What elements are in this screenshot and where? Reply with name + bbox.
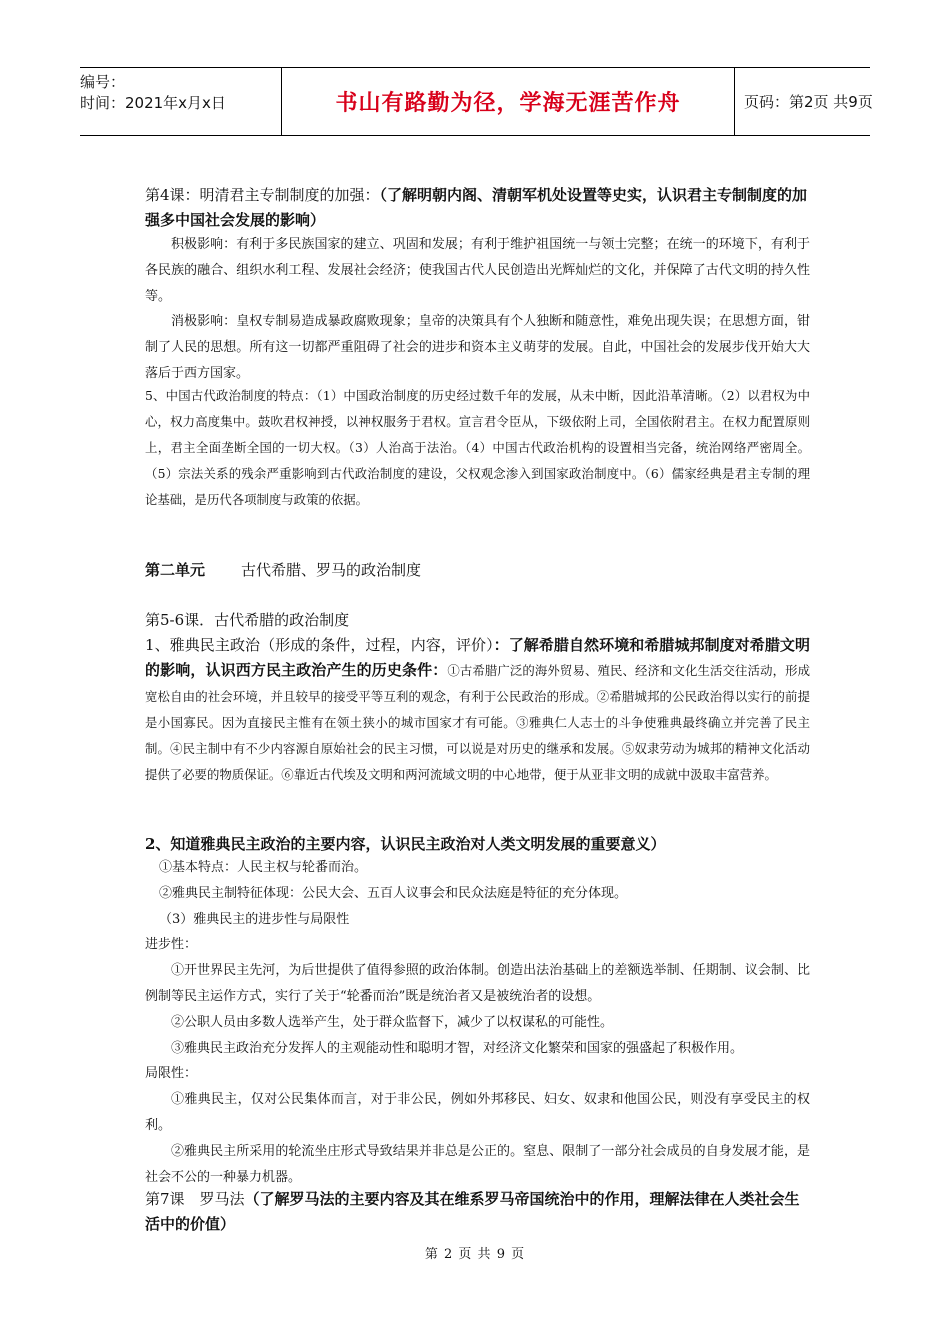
lesson4-negative: 消极影响：皇权专制易造成暴政腐败现象；皇帝的决策具有个人独断和随意性，难免出现失误；在思想方面，钳制了人民的思想。所有这一切都严重阻碍了社会的进步和资本主义萌芽的发展。自此，中国社会的发展步伐开始大大落后于西方国家。: [145, 314, 810, 381]
limit-1: ①雅典民主，仅对公民集体而言，对于非公民，例如外邦移民、妇女、奴隶和他国公民，则没有享受民主的权利。: [145, 1092, 810, 1133]
unit2-heading: 第二单元 古代希腊、罗马的政治制度: [145, 561, 422, 579]
header-meta: [80, 68, 280, 135]
lesson56-item1: 1、雅典民主政治（形成的条件，过程，内容，评价）：了解希腊自然环境和希腊城邦制度对希腊文明的影响，认识西方民主政治产生的历史条件：①古希腊广泛的海外贸易、殖民、经济和文化生活交往活动，形成宽松自由的社会环境，并且较早的接受平等互利的观念，有利于公民政治的形成。②希腊城邦的公民政治得以实行的前提是小国寡民。因为直接民主惟有在领土狭小的城市国家才有可能。③雅典仁人志士的斗争使雅典最终确立并完善了民主制。④民主制中有不少内容源自原始社会的民主习惯，可以说是对历史的继承和发展。⑤奴隶劳动为城邦的精神文化活动提供了必要的物质保证。⑥靠近古代埃及文明和两河流域文明的中心地带，便于从亚非文明的成就中汲取丰富营养。: [145, 636, 810, 782]
page-indicator: 页码：第2页 共9页: [744, 93, 873, 111]
item2-features: ②雅典民主制特征体现：公民大会、五百人议事会和民众法庭是特征的充分体现。: [159, 886, 628, 901]
lesson56-title: 第5-6课．古代希腊的政治制度: [145, 611, 350, 629]
header-motto-cell: [281, 68, 735, 135]
limit-2: ②雅典民主所采用的轮流坐庄形式导致结果并非总是公正的。窒息、限制了一部分社会成员的自身发展才能，是社会不公的一种暴力机器。: [145, 1144, 810, 1185]
limit-label: 局限性：: [145, 1066, 198, 1081]
lesson4-features: 5、中国古代政治制度的特点：（1）中国政治制度的历史经过数千年的发展，从未中断，因此沿革清晰。（2）以君权为中心，权力高度集中。鼓吹君权神授，以神权服务于君权。宣言君令臣从，下级依附上司，全国依附君主。在权力配置原则上，君主全面垄断全国的一切大权。（3）人治高于法治。（4）中国古代政治机构的设置相当完备，统治网络严密周全。（5）宗法关系的残余严重影响到古代政治制度的建设，父权观念渗入到国家政治制度中。（6）儒家经典是君主专制的理论基础，是历代各项制度与政策的依据。: [145, 388, 810, 507]
progress-1: ①开世界民主先河，为后世提供了值得参照的政治体制。创造出法治基础上的差额选举制、任期制、议会制、比例制等民主运作方式，实行了关于“轮番而治”既是统治者又是被统治者的设想。: [145, 963, 810, 1004]
progress-label: 进步性：: [145, 937, 198, 952]
lesson7-title: 第7课 罗马法（了解罗马法的主要内容及其在维系罗马帝国统治中的作用，理解法律在人类社会生活中的价值）: [145, 1190, 800, 1233]
progress-2: ②公职人员由多数人选举产生，处于群众监督下，减少了以权谋私的可能性。: [171, 1015, 614, 1030]
lesson4-positive: 积极影响：有利于多民族国家的建立、巩固和发展；有利于维护祖国统一与领士完整；在统一的环境下，有利于各民族的融合、组织水利工程、发展社会经济；使我国古代人民创造出光辉灿烂的文化，并保障了古代文明的持久性等。: [145, 237, 810, 304]
page-footer: 第 2 页 共 9 页: [424, 1247, 526, 1262]
page-header: [80, 67, 873, 136]
lesson4-title: 第4课：明清君主专制制度的加强：（了解明朝内阁、清朝军机处设置等史实，认识君主专制制度的加强多中国社会发展的影响）: [145, 186, 808, 229]
doc-number: 编号：: [80, 73, 126, 91]
motto: 书山有路勤为径，学海无涯苦作舟: [335, 91, 681, 116]
progress-3: ③雅典民主政治充分发挥人的主观能动性和聪明才智，对经济文化繁荣和国家的强盛起了积极作用。: [171, 1041, 744, 1056]
item2-basic: ①基本特点：人民主权与轮番而治。: [159, 860, 368, 875]
item2-progress-limit: （3）雅典民主的进步性与局限性: [159, 912, 350, 927]
doc-date: 时间：2021年x月x日: [80, 94, 226, 112]
lesson56-item2-title: 2、知道雅典民主政治的主要内容，认识民主政治对人类文明发展的重要意义）: [145, 835, 666, 853]
